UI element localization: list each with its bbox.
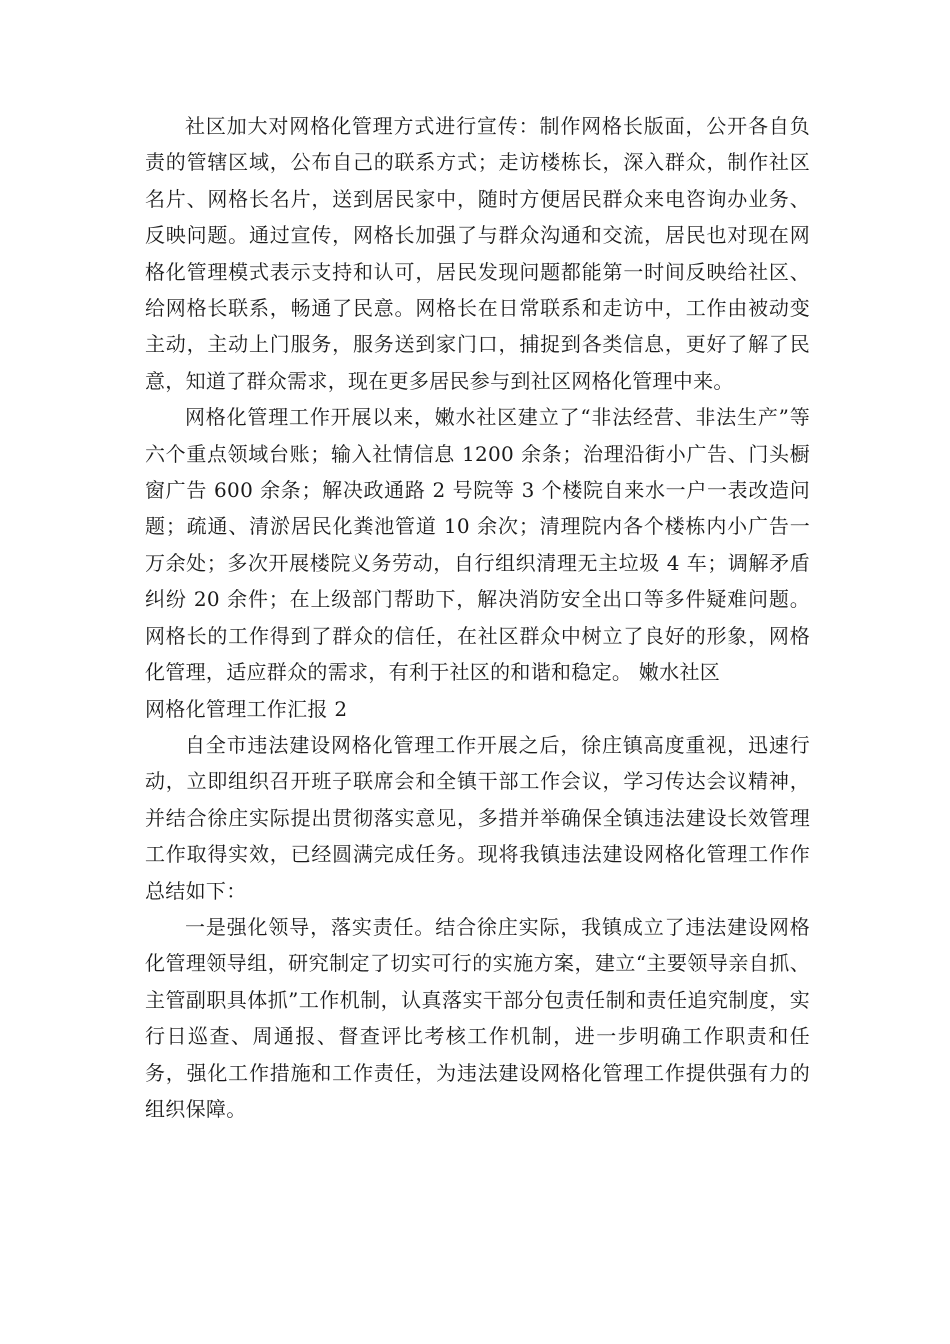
document-page [145, 108, 810, 1127]
paragraph-xuzhuang-intro: 自全市违法建设网格化管理工作开展之后，徐庄镇高度重视，迅速行动，立即组织召开班子联席会和全镇干部工作会议，学习传达会议精神，并结合徐庄实际提出贯彻落实意见，多措并举确保全镇违法建设长效管理工作取得实效，已经圆满完成任务。现将我镇违法建设网格化管理工作作总结如下： [145, 732, 810, 903]
section-heading-report-2: 网格化管理工作汇报 2 [145, 696, 348, 721]
paragraph-leadership: 一是强化领导，落实责任。结合徐庄实际，我镇成立了违法建设网格化管理领导组，研究制定了切实可行的实施方案，建立“主要领导亲自抓、主管副职具体抓”工作机制，认真落实干部分包责任制和责任追究制度，实行日巡查、周通报、督查评比考核工作机制，进一步明确工作职责和任务，强化工作措施和工作责任，为违法建设网格化管理工作提供强有力的组织保障。 [145, 914, 810, 1121]
paragraph-publicity: 社区加大对网格化管理方式进行宣传：制作网格长版面，公开各自负责的管辖区域，公布自己的联系方式；走访楼栋长，深入群众，制作社区名片、网格长名片，送到居民家中，随时方便居民群众来电咨询办业务、反映问题。通过宣传，网格长加强了与群众沟通和交流，居民也对现在网格化管理模式表示支持和认可，居民发现问题都能第一时间反映给社区、给网格长联系，畅通了民意。网格长在日常联系和走访中，工作由被动变主动，主动上门服务，服务送到家门口，捕捉到各类信息，更好了解了民意，知道了群众需求，现在更多居民参与到社区网格化管理中来。 [145, 114, 810, 393]
paragraph-achievements: 网格化管理工作开展以来，嫩水社区建立了“非法经营、非法生产”等六个重点领域台账；输入社情信息 1200 余条；治理沿街小广告、门头橱窗广告 600 余条；解决政通路 2 号院等 3 个楼院自来水一户一表改造问题；疏通、清淤居民化粪池管道 10 余次；清理院内各个楼栋内小广告一万余处；多次开展楼院义务劳动，自行组织清理无主垃圾 4 车；调解矛盾纠纷 20 余件；在上级部门帮助下，解决消防安全出口等多件疑难问题。网格长的工作得到了群众的信任，在社区群众中树立了良好的形象，网格化管理，适应群众的需求，有利于社区的和谐和稳定。 嫩水社区 [145, 405, 810, 685]
